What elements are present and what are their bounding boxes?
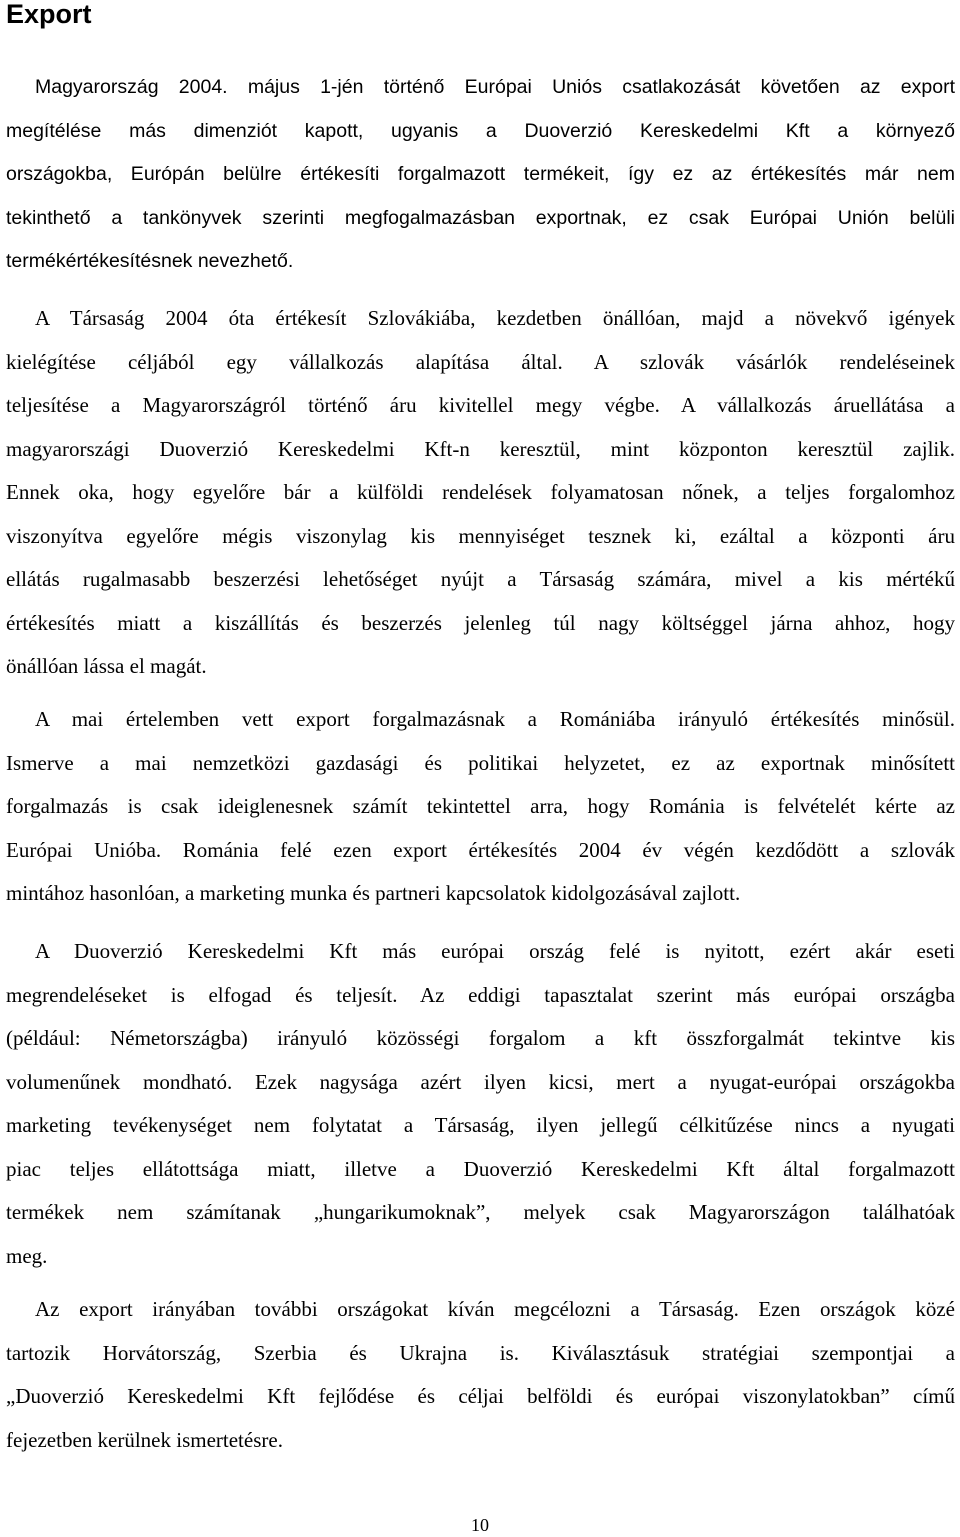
text-line: meg. [6, 1243, 48, 1268]
paragraph-slovakia [6, 297, 955, 689]
text-line: fejezetben kerülnek ismertetésre. [6, 1427, 283, 1452]
text-line: értékesítés miatt a kiszállítás és beszerzés jelenleg túl nagy költséggel járna ahhoz, hogy [6, 610, 955, 635]
text-line: piac teljes ellátottsága miatt, illetve a Duoverzió Kereskedelmi Kft által forgalmazott [6, 1156, 955, 1181]
text-line: volumenűnek mondható. Ezek nagysága azért ilyen kicsi, mert a nyugat-európai országokba [6, 1069, 955, 1094]
text-line: Ennek oka, hogy egyelőre bár a külföldi rendelések folyamatosan nőnek, a teljes forgalomhoz [6, 480, 955, 504]
text-line: megrendeléseket is elfogad és teljesít. Az eddigi tapasztalat szerint más európai országba [6, 982, 955, 1007]
page-number: 10 [471, 1515, 489, 1535]
text-line: magyarországi Duoverzió Kereskedelmi Kft-n keresztül, mint központon keresztül zajlik. [6, 436, 955, 461]
text-line: A mai értelemben vett export forgalmazásnak a Romániába irányuló értékesítés minősül. [35, 707, 955, 731]
section-heading: Export [6, 0, 92, 29]
text-line: országokba, Európán belülre értékesíti forgalmazott termékeit, így ez az értékesítés már nem [6, 163, 955, 185]
text-line: teljesítése a Magyarországról történő áru kivitellel megy végbe. A vállalkozás áruellátása a [6, 393, 955, 417]
text-line: „Duoverzió Kereskedelmi Kft fejlődése és céljai belföldi és európai viszonylatokban” című [6, 1384, 955, 1408]
text-line: Ismerve a mai nemzetközi gazdasági és politikai helyzetet, ez az exportnak minősített [6, 750, 955, 775]
text-line: forgalmazás is csak ideiglenesnek számít tekintettel arra, hogy Románia is felvételét kérte az [6, 794, 955, 818]
text-line: viszonyítva egyelőre mégis viszonylag kis mennyiséget tesznek ki, ezáltal a központi áru [6, 523, 955, 548]
text-line: Európai Unióba. Románia felé ezen export értékesítés 2004 év végén kezdődött a szlovák [6, 837, 955, 862]
text-line: (például: Németországba) irányuló közösségi forgalom a kft összforgalmát tekintve kis [6, 1026, 955, 1050]
text-line: termékek nem számítanak „hungarikumoknak”, melyek csak Magyarországon találhatóak [6, 1200, 955, 1224]
text-line: önállóan lássa el magát. [6, 654, 207, 678]
text-line: kielégítése céljából egy vállalkozás alapítása által. A szlovák vásárlók rendeléseinek [6, 349, 955, 374]
paragraph-romania [6, 698, 955, 916]
text-line: tartozik Horvátország, Szerbia és Ukrajna is. Kiválasztásuk stratégiai szempontjai a [6, 1340, 955, 1365]
text-line: A Társaság 2004 óta értékesít Szlovákiába, kezdetben önállóan, majd a növekvő igények [35, 306, 955, 330]
text-line: Az export irányában további országokat kíván megcélozni a Társaság. Ezen országok közé [35, 1297, 955, 1321]
text-line: termékértékesítésnek nevezhető. [6, 250, 294, 272]
paragraph-other-europe [6, 930, 955, 1278]
text-line: Magyarország 2004. május 1-jén történő Európai Uniós csatlakozását követően az export [35, 76, 955, 98]
text-line: megítélése más dimenziót kapott, ugyanis a Duoverzió Kereskedelmi Kft a környező [6, 119, 955, 142]
text-line: marketing tevékenységet nem folytatat a Társaság, ilyen jellegű célkitűzése nincs a nyugati [6, 1113, 955, 1137]
paragraph-eu-membership [6, 66, 955, 284]
text-line: mintához hasonlóan, a marketing munka és partneri kapcsolatok kidolgozásával zajlott. [6, 881, 741, 905]
paragraph-future-markets [6, 1288, 955, 1462]
text-line: tekinthető a tankönyvek szerinti megfogalmazásban exportnak, ez csak Európai Unión belüli [6, 206, 955, 229]
text-line: ellátás rugalmasabb beszerzési lehetőséget nyújt a Társaság számára, mivel a kis mértékű [6, 567, 955, 591]
text-line: A Duoverzió Kereskedelmi Kft más európai ország felé is nyitott, ezért akár eseti [35, 939, 955, 963]
